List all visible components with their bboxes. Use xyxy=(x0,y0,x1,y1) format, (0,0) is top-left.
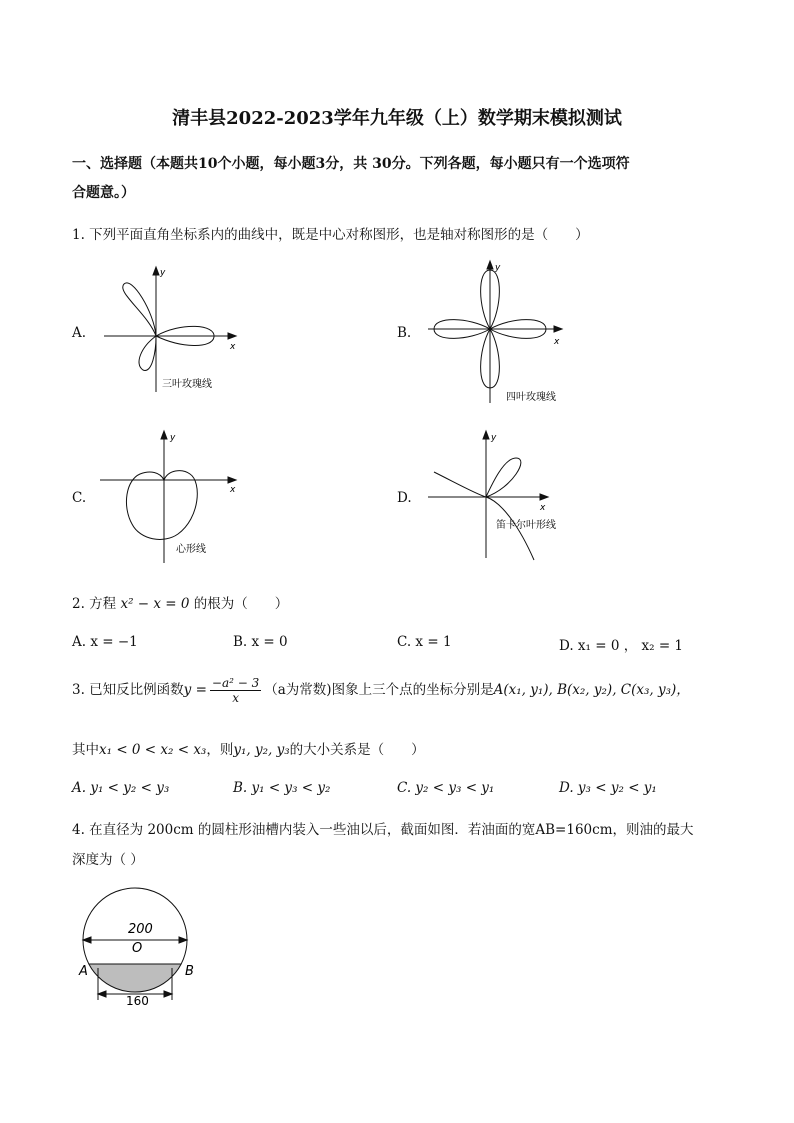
oil-region xyxy=(89,964,181,992)
y-axis-arrow xyxy=(483,431,489,439)
q3-fraction-numerator: −a² − 3 xyxy=(211,676,260,690)
q3-line2-mid: ，则 xyxy=(206,742,234,758)
q1-option-d-label[interactable]: D. xyxy=(397,490,412,506)
q3-points: A(x₁, y₁), B(x₂, y₂), C(x₃, y₃)， xyxy=(493,682,690,698)
q3-option-c[interactable]: C. y₂ < y₃ < y₁ xyxy=(397,780,495,796)
q2-stem-suffix: 的根为（ ） xyxy=(193,596,289,612)
q4-stem-cont: 深度为（ ） xyxy=(72,852,144,868)
x-axis-arrow xyxy=(554,326,562,332)
q3-option-a[interactable]: A. y₁ < y₂ < y₃ xyxy=(72,780,170,796)
y-axis-label: y xyxy=(170,433,176,443)
x-axis-label: x xyxy=(540,503,546,513)
diameter-label: 200 xyxy=(128,922,153,937)
q2-stem-prefix: 2. 方程 xyxy=(72,596,117,612)
q2-equation: x² − x = 0 xyxy=(120,596,190,612)
q2-option-d[interactable]: D. x₁ = 0 ， x₂ = 1 xyxy=(559,638,684,654)
q2-option-a[interactable]: A. x = −1 xyxy=(72,634,138,650)
center-label: O xyxy=(132,941,143,956)
point-a-label: A xyxy=(79,964,88,979)
folium-curve xyxy=(434,458,534,560)
graph-folium xyxy=(424,428,574,563)
graph-d-caption: 笛卡尔叶形线 xyxy=(496,520,556,531)
q3-fraction xyxy=(210,676,261,705)
q1-option-a-label[interactable]: A. xyxy=(72,325,87,341)
rose-petal-3 xyxy=(139,336,156,370)
x-axis-label: x xyxy=(554,337,560,347)
q3-line2-suffix: 的大小关系是（ ） xyxy=(289,742,425,758)
rose-petal-1 xyxy=(123,283,156,336)
q3-stem xyxy=(72,676,690,705)
y-axis-label: y xyxy=(491,433,497,443)
q3-option-d[interactable]: D. y₃ < y₂ < y₁ xyxy=(559,780,657,796)
x-axis-label: x xyxy=(230,485,236,495)
graph-three-leaf-rose xyxy=(96,262,246,400)
q3-stem-prefix: 3. 已知反比例函数 xyxy=(72,682,184,698)
y-axis-arrow xyxy=(487,261,493,269)
x-axis-arrow xyxy=(228,333,236,339)
graph-a-caption: 三叶玫瑰线 xyxy=(162,379,212,390)
q1-option-c-label[interactable]: C. xyxy=(72,490,87,506)
oil-tank-figure xyxy=(74,882,204,1008)
q3-condition: x₁ < 0 < x₂ < x₃ xyxy=(99,742,207,758)
graph-cardioid xyxy=(96,428,246,563)
q3-line2-prefix: 其中 xyxy=(72,742,99,758)
y-axis-label: y xyxy=(160,268,166,278)
point-b-label: B xyxy=(185,964,194,979)
y-axis-arrow xyxy=(153,267,159,275)
y-axis-label: y xyxy=(495,263,501,273)
q3-func-lhs: y = xyxy=(183,682,207,698)
q2-option-b[interactable]: B. x = 0 xyxy=(233,634,288,650)
page-title: 清丰县2022-2023学年九年级（上）数学期末模拟测试 xyxy=(172,108,622,129)
graph-c-caption: 心形线 xyxy=(176,544,206,555)
graph-b-caption: 四叶玫瑰线 xyxy=(506,392,556,403)
q3-vars: y₁, y₂, y₃ xyxy=(233,742,290,758)
q2-option-c[interactable]: C. x = 1 xyxy=(397,634,452,650)
x-axis-arrow xyxy=(540,494,548,500)
q3-stem-line2 xyxy=(72,738,425,758)
q3-fraction-denominator: x xyxy=(232,691,239,705)
q2-stem xyxy=(72,592,288,612)
q4-stem: 4. 在直径为 200cm 的圆柱形油槽内装入一些油以后，截面如图．若油面的宽AB=160cm，则油的最大 xyxy=(72,822,694,838)
section-heading-cont: 合题意。） xyxy=(72,185,135,201)
q1-option-b-label[interactable]: B. xyxy=(397,325,412,341)
cardioid-curve xyxy=(126,471,197,540)
x-axis-arrow xyxy=(228,477,236,483)
q3-option-b[interactable]: B. y₁ < y₃ < y₂ xyxy=(233,780,331,796)
q3-stem-mid: （a为常数)图象上三个点的坐标分别是 xyxy=(264,682,494,698)
q1-stem: 1. 下列平面直角坐标系内的曲线中，既是中心对称图形，也是轴对称图形的是（ ） xyxy=(72,227,589,243)
graph-four-leaf-rose xyxy=(422,258,572,408)
section-heading: 一、选择题（本题共10个小题，每小题3分，共 30分。下列各题，每小题只有一个选项符 xyxy=(72,156,630,172)
y-axis-arrow xyxy=(161,431,167,439)
chord-length-label: 160 xyxy=(126,994,149,1008)
x-axis-label: x xyxy=(230,342,236,352)
